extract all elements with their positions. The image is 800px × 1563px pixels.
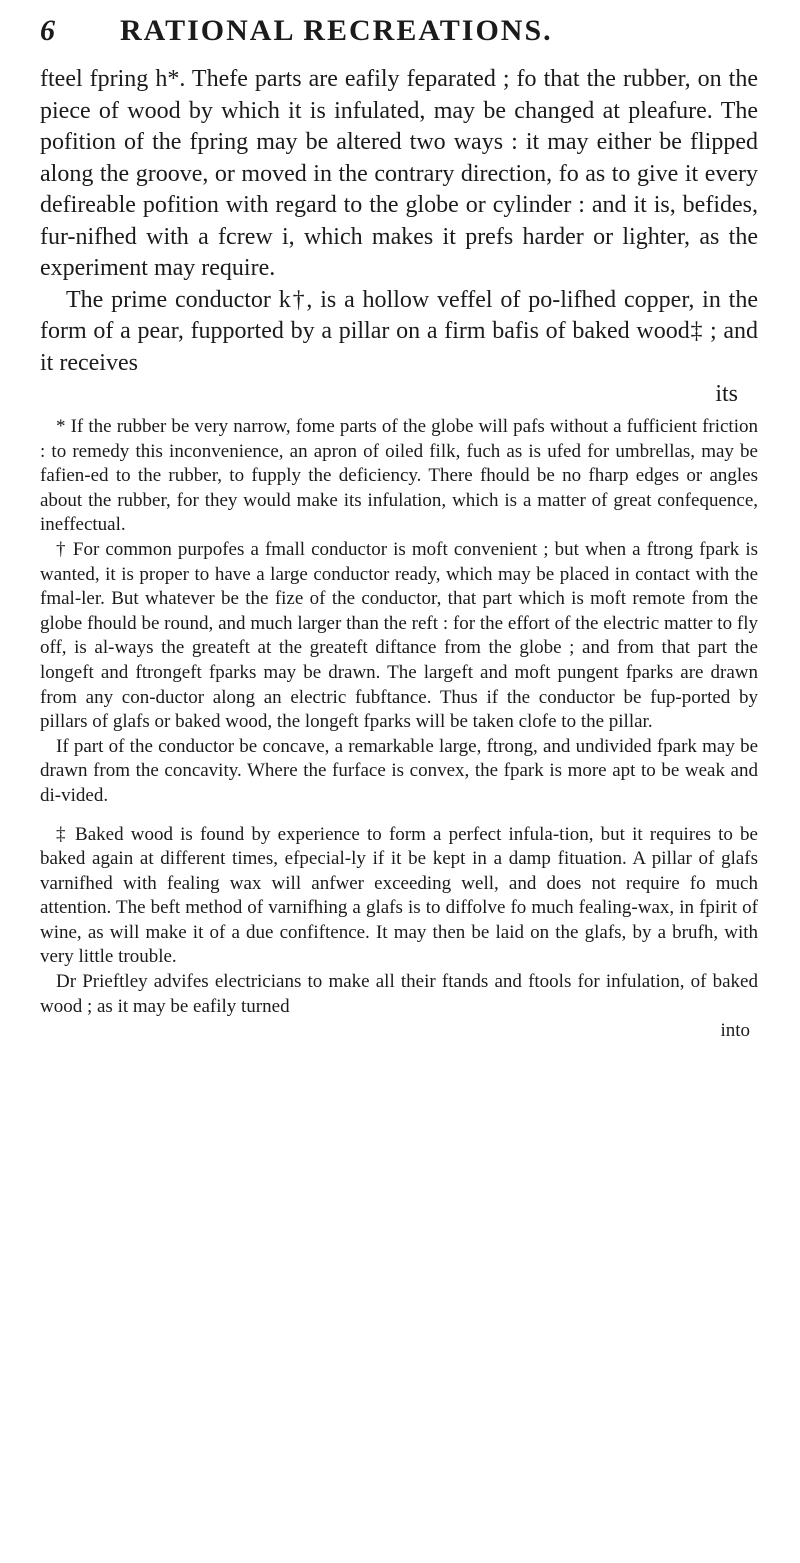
page-header — [40, 14, 758, 54]
catchword-footnote: into — [720, 1020, 750, 1042]
footnote-baked-wood: ‡ Baked wood is found by experience to form a perfect infula-tion, but it requires to be baked again at different times, efpecial-ly if it be kept in a damp fituation. A pillar of glafs varnifhed with fealing wax will anfwer exceeding well, and does not require fo much attention. The beft method of varnifhing a glafs is to diffolve fo much fealing-wax, in fpirit of wine, as will make it of a due confiftence. It may then be laid on the glafs, by a brufh, with very little trouble. — [40, 823, 758, 968]
footnotes — [40, 415, 758, 1019]
main-text — [40, 64, 758, 379]
footnote-conductor: † For common purpofes a fmall conductor is moft convenient ; but when a ftrong fpark is wanted, it is proper to have a large conductor ready, which may be placed in contact with the fmal-ler. But whatever be the fize of the conductor, that part which is moft remote from the globe fhould be round, and much larger than the reft : for the effort of the electric matter to fly off, is al-ways the greateft at the greateft diftance from the globe ; and from that part the longeft and ftrongeft fparks may be drawn. The largeft and moft pungent fparks are drawn from any con-ductor along an electric fubftance. Thus if the conductor be fup-ported by pillars of glafs or baked wood, the longeft fparks will be taken clofe to the pillar. — [40, 538, 758, 733]
footnote-rubber: * If the rubber be very narrow, fome parts of the globe will pafs without a fufficient friction : to remedy this inconvenience, an apron of oiled filk, fuch as is ufed for umbrellas, may be fafien-ed to the rubber, to fupply the deficiency. There fhould be no fharp edges or angles about the rubber, for they would make its infulation, which is a matter of great confequence, ineffectual. — [40, 416, 758, 536]
footnote-concave: If part of the conductor be concave, a remarkable large, ftrong, and undivided fpark may be drawn from the concavity. Where the furface is convex, the fpark is more apt to be weak and di-vided. — [40, 735, 758, 806]
catchword-main: its — [715, 381, 738, 407]
paragraph-prime-conductor: The prime conductor k†, is a hollow veffel of po-lifhed copper, in the form of a pear, fupported by a pillar on a firm bafis of baked wood‡ ; and it receives — [40, 286, 758, 376]
paragraph-rubber-spring: fteel fpring h*. Thefe parts are eafily feparated ; fo that the rubber, on the piece of wood by which it is infulated, may be changed at pleafure. The pofition of the fpring may be altered two ways : it may either be flipped along the groove, or moved in the contrary direction, fo as to give it every defireable pofition with regard to the globe or cylinder : and it is, befides, fur-nifhed with a fcrew i, which makes it prefs harder or lighter, as the experiment may require. — [40, 66, 758, 281]
page-number: 6 — [40, 14, 56, 47]
running-title: RATIONAL RECREATIONS. — [120, 14, 553, 47]
footnote-priestley: Dr Prieftley advifes electricians to make all their ftands and ftools for infulation, of baked wood ; as it may be eafily turned — [40, 971, 758, 1017]
